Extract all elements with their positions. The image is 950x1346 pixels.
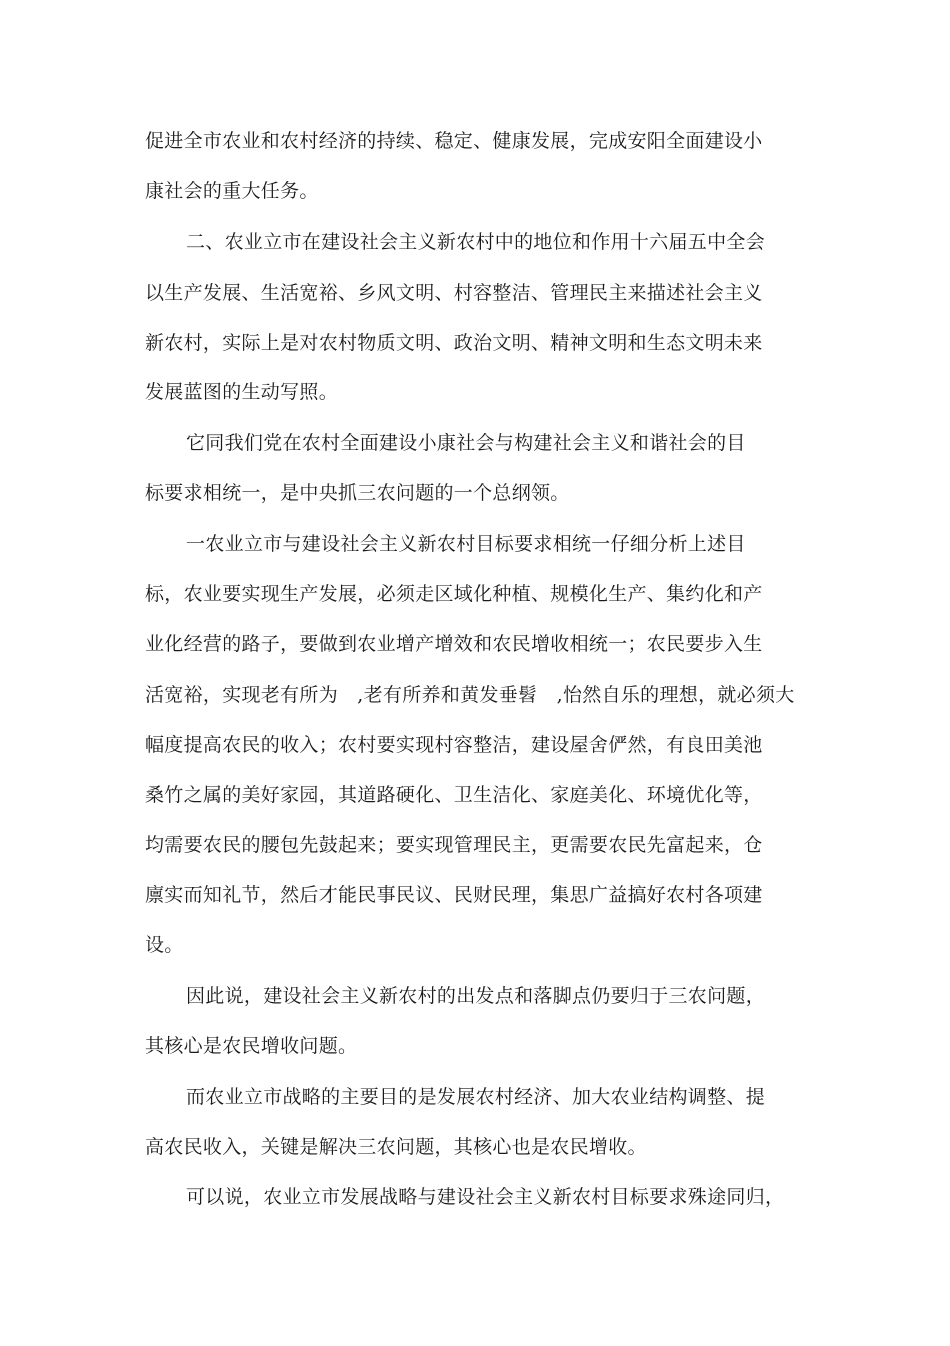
- text-line: 发展蓝图的生动写照。: [145, 381, 339, 403]
- text-line: 设。: [145, 934, 184, 956]
- text-line: 促进全市农业和农村经济的持续、稳定、健康发展，完成安阳全面建设小: [145, 130, 763, 152]
- paragraph-start-line: 可以说，农业立市发展战略与建设社会主义新农村目标要求殊途同归，: [186, 1186, 785, 1208]
- paragraph-start-line: 二、农业立市在建设社会主义新农村中的地位和作用十六届五中全会: [186, 231, 766, 253]
- text-line: 高农民收入，关键是解决三农问题，其核心也是农民增收。: [145, 1136, 647, 1158]
- text-line: 幅度提高农民的收入；农村要实现村容整洁，建设屋舍俨然，有良田美池: [145, 734, 763, 756]
- text-line: 活宽裕，实现老有所为 ,老有所养和黄发垂髫 ,怡然自乐的理想，就必须大: [145, 684, 795, 706]
- paragraph-start-line: 因此说，建设社会主义新农村的出发点和落脚点仍要归于三农问题，: [186, 985, 766, 1007]
- text-line: 康社会的重大任务。: [145, 180, 319, 202]
- text-line: 廪实而知礼节，然后才能民事民议、民财民理，集思广益搞好农村各项建: [145, 884, 763, 906]
- text-line: 桑竹之属的美好家园，其道路硬化、卫生洁化、家庭美化、环境优化等，: [145, 784, 763, 806]
- paragraph-start-line: 而农业立市战略的主要目的是发展农村经济、加大农业结构调整、提: [186, 1086, 766, 1108]
- text-line: 以生产发展、生活宽裕、乡风文明、村容整洁、管理民主来描述社会主义: [145, 282, 763, 304]
- text-line: 标，农业要实现生产发展，必须走区域化种植、规模化生产、集约化和产: [145, 583, 763, 605]
- text-line: 其核心是农民增收问题。: [145, 1035, 358, 1057]
- text-line: 均需要农民的腰包先鼓起来；要实现管理民主，更需要农民先富起来，仓: [145, 834, 763, 856]
- text-line: 新农村，实际上是对农村物质文明、政治文明、精神文明和生态文明未来: [145, 332, 763, 354]
- text-line: 业化经营的路子，要做到农业增产增效和农民增收相统一；农民要步入生: [145, 633, 763, 655]
- paragraph-start-line: 一农业立市与建设社会主义新农村目标要求相统一仔细分析上述目: [186, 533, 746, 555]
- paragraph-start-line: 它同我们党在农村全面建设小康社会与构建社会主义和谐社会的目: [186, 432, 746, 454]
- text-line: 标要求相统一，是中央抓三农问题的一个总纲领。: [145, 482, 570, 504]
